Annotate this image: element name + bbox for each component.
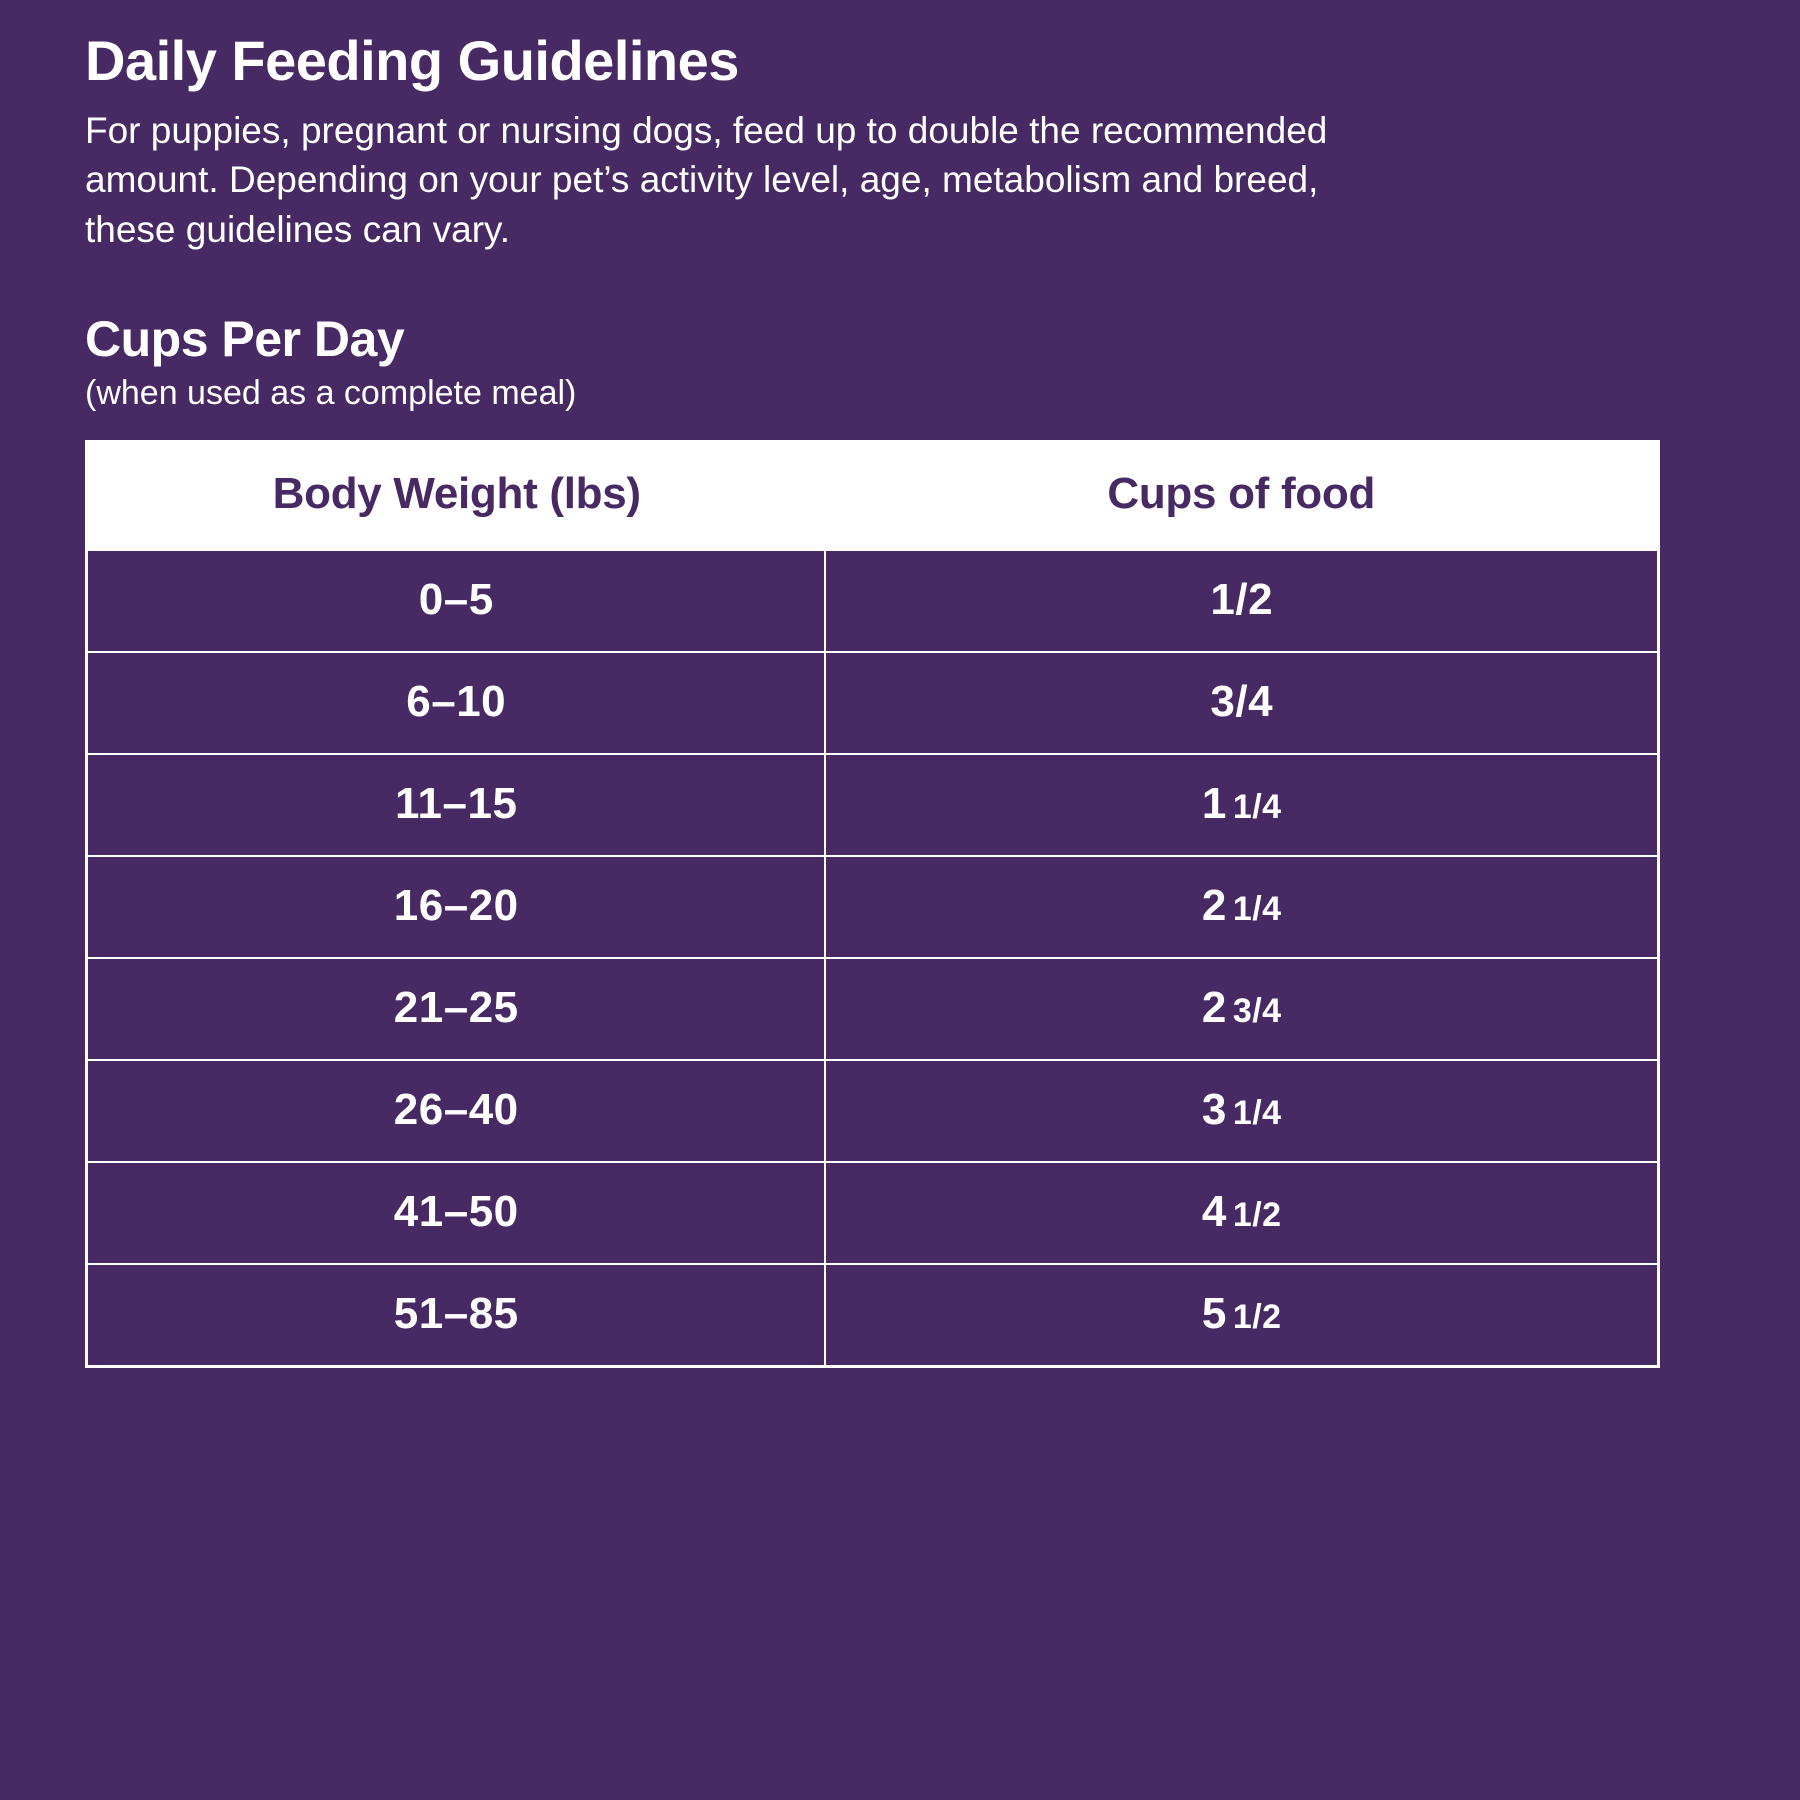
intro-paragraph: For puppies, pregnant or nursing dogs, feed up to double the recommended amount. Depending on your pet’s activity level, age, metabolism and breed, these guidelines can vary.	[85, 109, 1328, 250]
table-header-row	[87, 442, 1659, 551]
cell-cups-of-food	[825, 1264, 1658, 1367]
cell-body-weight: 51–85	[87, 1264, 826, 1367]
table-row	[87, 754, 1659, 856]
table-row	[87, 1060, 1659, 1162]
cups-whole-number: 1	[1201, 779, 1227, 829]
cups-whole-number: 3	[1201, 1085, 1227, 1135]
cell-cups-of-food	[825, 1060, 1658, 1162]
section-title: Cups Per Day	[85, 311, 405, 368]
table-row	[87, 856, 1659, 958]
page-title: Daily Feeding Guidelines	[85, 29, 739, 92]
table-row	[87, 1264, 1659, 1367]
cups-whole-number: 5	[1201, 1289, 1227, 1339]
cups-fraction: 1/2	[1232, 1196, 1282, 1235]
cell-body-weight: 11–15	[87, 754, 826, 856]
table-row	[87, 958, 1659, 1060]
cell-cups-of-food	[825, 1162, 1658, 1264]
cell-body-weight: 26–40	[87, 1060, 826, 1162]
cups-fraction: 1/4	[1232, 1094, 1282, 1133]
table-body	[87, 550, 1659, 1367]
cell-cups-of-food: 3/4	[825, 652, 1658, 754]
cell-cups-of-food	[825, 856, 1658, 958]
cell-body-weight: 41–50	[87, 1162, 826, 1264]
cell-body-weight: 21–25	[87, 958, 826, 1060]
cups-whole-number: 2	[1201, 881, 1227, 931]
cups-whole-number: 2	[1201, 983, 1227, 1033]
cups-fraction: 3/4	[1232, 992, 1282, 1031]
cups-whole-number: 4	[1201, 1187, 1227, 1237]
cell-cups-of-food: 1/2	[825, 550, 1658, 652]
cell-body-weight: 6–10	[87, 652, 826, 754]
section-subtitle: (when used as a complete meal)	[85, 374, 577, 413]
feeding-table	[85, 440, 1660, 1368]
column-header-body-weight: Body Weight (lbs)	[87, 442, 826, 551]
table-row	[87, 1162, 1659, 1264]
table-row	[87, 652, 1659, 754]
cups-fraction: 1/2	[1232, 1298, 1282, 1337]
column-header-cups-of-food: Cups of food	[825, 442, 1658, 551]
cell-body-weight: 0–5	[87, 550, 826, 652]
table-row	[87, 550, 1659, 652]
cups-fraction: 1/4	[1232, 788, 1282, 827]
table-header	[87, 442, 1659, 551]
cell-cups-of-food	[825, 754, 1658, 856]
cell-body-weight: 16–20	[87, 856, 826, 958]
cell-cups-of-food	[825, 958, 1658, 1060]
cups-fraction: 1/4	[1232, 890, 1282, 929]
